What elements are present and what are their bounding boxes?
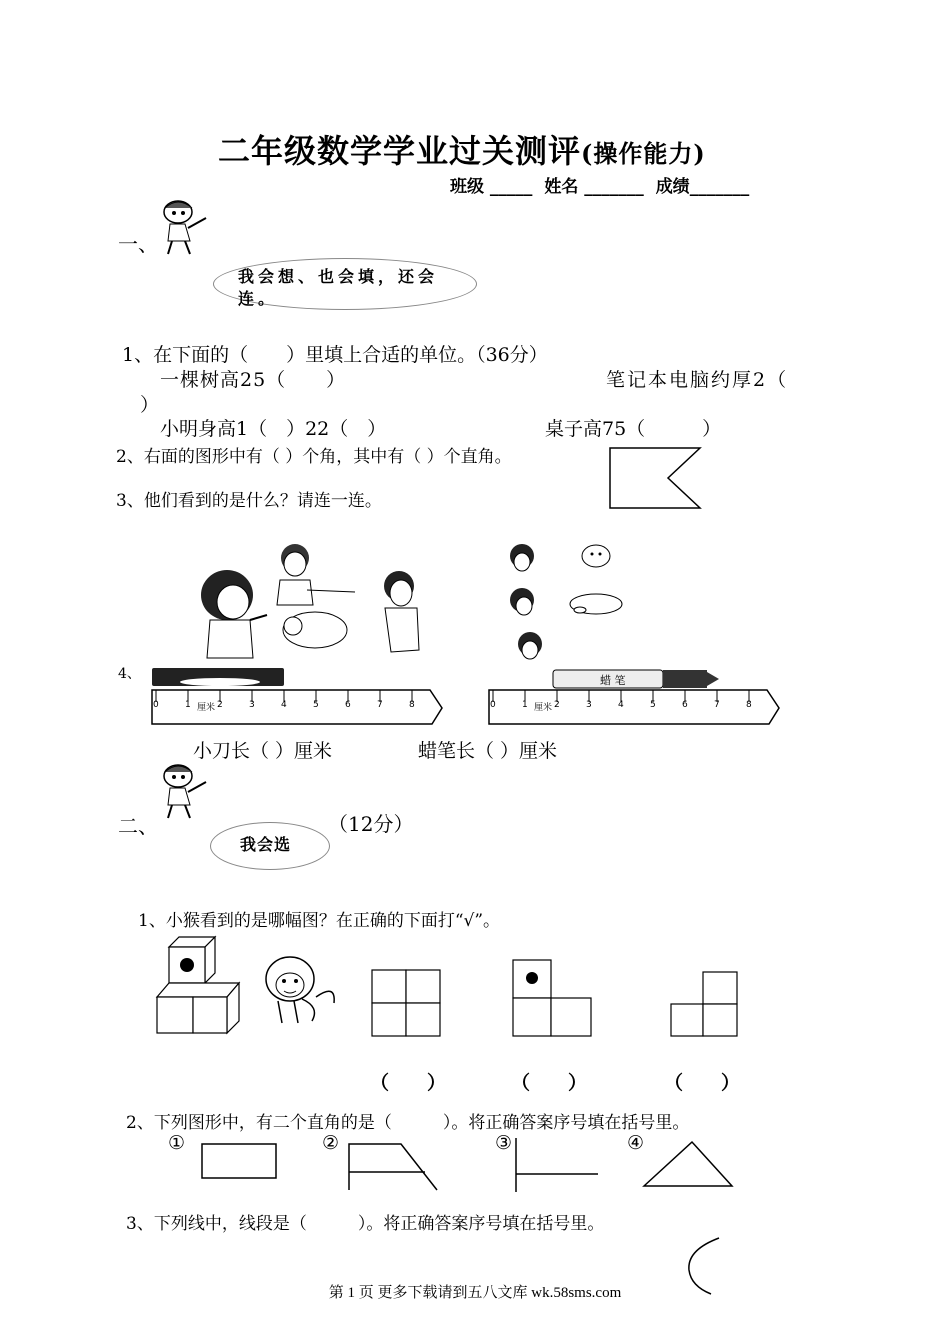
shape-triangle <box>640 1138 736 1192</box>
question-1-4-a: 小刀长（ ）厘米 <box>193 740 333 762</box>
page-footer: 第 1 页 更多下载请到五八文库 wk.58sms.com <box>328 1285 622 1301</box>
kids-looking-at-pig-illustration <box>195 540 435 665</box>
question-1-1-c: 小明身高1（ ）22（ ） <box>160 418 387 440</box>
section-2-number: 二、 <box>118 814 158 838</box>
flag-shape-figure <box>608 446 702 512</box>
answer-paren-c[interactable]: （ ） <box>664 1072 741 1094</box>
shape-trapezoid <box>345 1138 441 1194</box>
question-1-1-d: 桌子高75（ ） <box>545 418 722 440</box>
question-1-1-a: 一棵树高25（ ） <box>160 369 347 391</box>
question-2-3: 3、下列线中，线段是（ ）。将正确答案序号填在括号里。 <box>126 1214 605 1234</box>
class-blank: _____ <box>489 177 533 197</box>
pig-views-matching-illustration <box>500 540 630 665</box>
view-option-b[interactable] <box>511 958 593 1038</box>
class-label: 班级 <box>450 177 484 197</box>
score-blank: _______ <box>689 177 750 197</box>
view-option-c[interactable] <box>669 970 739 1038</box>
view-option-a[interactable] <box>370 968 442 1038</box>
crayon-label: 蜡 笔 <box>600 674 626 687</box>
shape-label-2: ② <box>322 1132 340 1154</box>
question-2-2: 2、下列图形中，有二个直角的是（ ）。将正确答案序号填在括号里。 <box>126 1113 690 1133</box>
question-1-3: 3、他们看到的是什么？请连一连。 <box>116 491 382 511</box>
cartoon-mascot-icon <box>150 760 212 822</box>
answer-paren-a[interactable]: （ ） <box>370 1072 447 1094</box>
cartoon-mascot-icon <box>150 196 212 258</box>
shape-label-4: ④ <box>627 1132 645 1154</box>
ruler-with-crayon <box>487 668 787 728</box>
question-1-1: 1、在下面的（ ）里填上合适的单位。（36分） <box>122 344 548 366</box>
monkey-illustration <box>262 953 344 1027</box>
name-label: 姓名 <box>544 177 579 197</box>
bubble-text-1: 我会想、也会填，还会连。 <box>238 267 439 308</box>
answer-paren-b[interactable]: （ ） <box>511 1072 588 1094</box>
question-1-1-b-end: ） <box>140 394 160 416</box>
question-1-1-b: 笔记本电脑约厚2（ <box>606 369 789 391</box>
question-1-4-number: 4、 <box>118 666 141 682</box>
question-2-1: 1、小猴看到的是哪幅图？在正确的下面打“√”。 <box>138 911 501 931</box>
shape-label-1: ① <box>168 1132 186 1154</box>
question-1-4-b: 蜡笔长（ ）厘米 <box>418 740 558 762</box>
shape-right-angle-lines <box>512 1136 600 1194</box>
name-blank: _______ <box>584 177 644 197</box>
cube-stack-figure <box>155 935 255 1037</box>
shape-rectangle <box>200 1142 280 1182</box>
page-title: 二年级数学学业过关测评(操作能力) <box>218 132 706 170</box>
section-1-number: 一、 <box>118 232 158 256</box>
bubble-text-2: 我会选 <box>240 835 292 854</box>
score-label: 成绩 <box>655 177 690 197</box>
ruler-with-knife <box>150 668 450 728</box>
section-2-points: （12分） <box>328 812 414 836</box>
question-1-2: 2、右面的图形中有（ ）个角，其中有（ ）个直角。 <box>116 447 512 467</box>
shape-label-3: ③ <box>495 1132 513 1154</box>
student-info-line <box>450 172 749 197</box>
